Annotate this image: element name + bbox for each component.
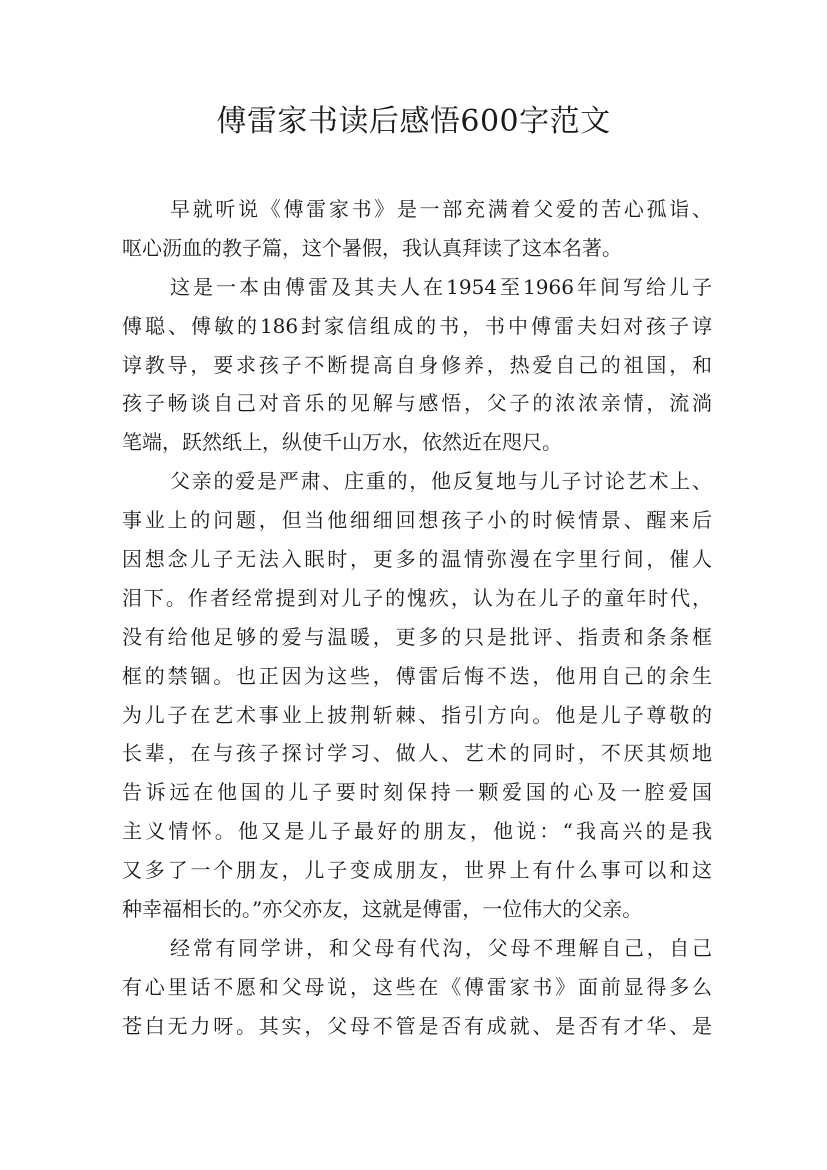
text-line: 经常有同学讲，和父母有代沟，父母不理解自己，自己 <box>170 935 712 960</box>
text-line: 告诉远在他国的儿子要时刻保持一颗爱国的心及一腔爱国 <box>122 780 712 805</box>
text-line: 种幸福相长的。”亦父亦友，这就是傅雷，一位伟大的父亲。 <box>122 897 643 922</box>
text-line: 长辈，在与孩子探讨学习、做人、艺术的同时，不厌其烦地 <box>122 741 712 766</box>
text-line: 早就听说《傅雷家书》是一部充满着父爱的苦心孤诣、 <box>170 197 712 221</box>
text-line: 泪下。作者经常提到对儿子的愧疚，认为在儿子的童年时代， <box>122 585 712 610</box>
text-line: 为儿子在艺术事业上披荆斩棘、指引方向。他是儿子尊敬的 <box>122 702 712 727</box>
paragraph-4 <box>122 929 712 1046</box>
text-line: 又多了一个朋友，儿子变成朋友，世界上有什么事可以和这 <box>122 858 712 883</box>
document-body <box>122 190 712 1046</box>
text-line: 呕心沥血的教子篇，这个暑假，我认真拜读了这本名著。 <box>122 235 622 260</box>
paragraph-1 <box>122 190 712 268</box>
text-line: 这是一本由傅雷及其夫人在1954至1966年间写给儿子 <box>170 274 712 299</box>
text-line: 傅聪、傅敏的186封家信组成的书，书中傅雷夫妇对孩子谆 <box>122 313 712 338</box>
text-line: 有心里话不愿和父母说，这些在《傅雷家书》面前显得多么 <box>122 974 712 999</box>
text-line: 谆教导，要求孩子不断提高自身修养，热爱自己的祖国，和 <box>122 352 712 377</box>
text-line: 框的禁锢。也正因为这些，傅雷后悔不迭，他用自己的余生 <box>122 663 712 688</box>
document-title: 傅雷家书读后感悟600字范文 <box>216 104 611 139</box>
text-line: 主义情怀。他又是儿子最好的朋友，他说：“我高兴的是我 <box>122 819 712 844</box>
text-line: 苍白无力呀。其实，父母不管是否有成就、是否有才华、是 <box>122 1013 712 1038</box>
text-line: 事业上的问题，但当他细细回想孩子小的时候情景、醒来后 <box>122 508 712 533</box>
paragraph-2 <box>122 268 712 462</box>
text-line: 没有给他足够的爱与温暖，更多的只是批评、指责和条条框 <box>122 624 712 649</box>
text-line: 孩子畅谈自己对音乐的见解与感悟，父子的浓浓亲情，流淌 <box>122 391 712 416</box>
text-line: 因想念儿子无法入眠时，更多的温情弥漫在字里行间，催人 <box>122 547 712 572</box>
text-line: 笔端，跃然纸上，纵使千山万水，依然近在咫尺。 <box>122 430 562 455</box>
text-line: 父亲的爱是严肃、庄重的，他反复地与儿子讨论艺术上、 <box>170 469 712 494</box>
paragraph-3 <box>122 462 712 929</box>
